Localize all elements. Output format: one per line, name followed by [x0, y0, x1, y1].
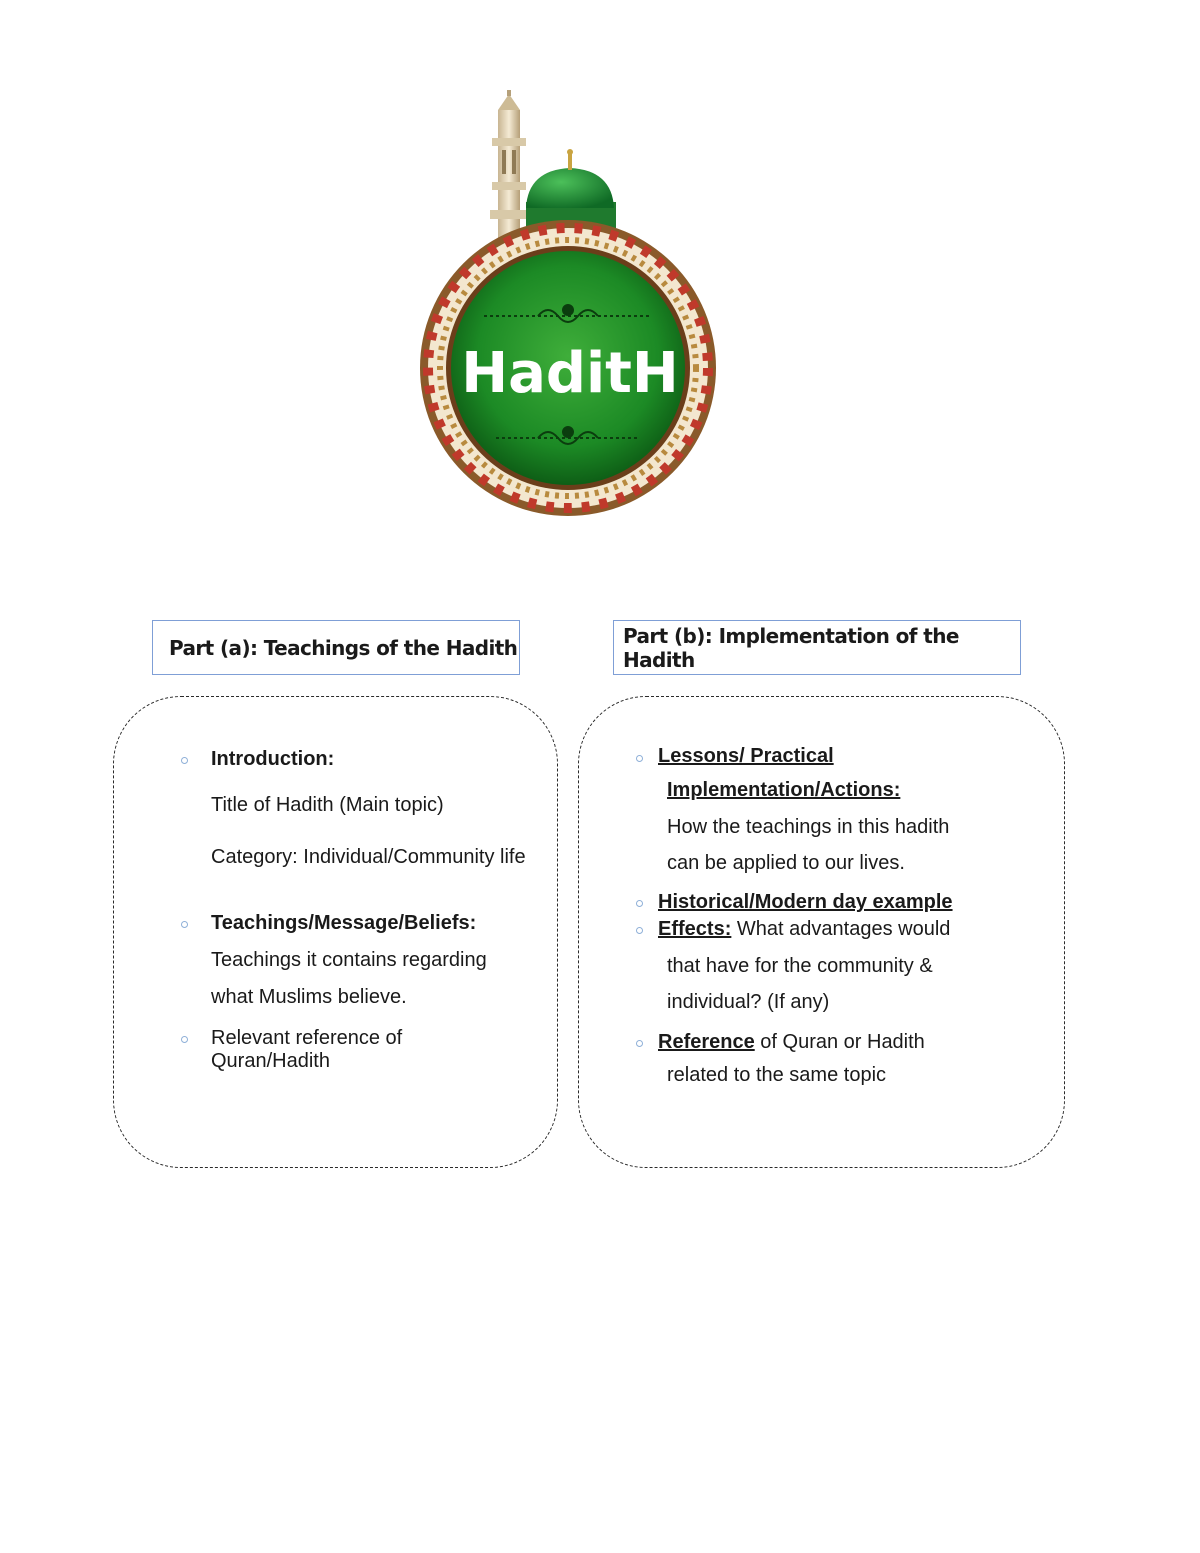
teachings-line: what Muslims believe. [211, 986, 407, 1008]
mosque-logo-graphic [418, 90, 728, 530]
effects-text: What advantages would [731, 918, 951, 940]
logo-title: HaditH [461, 341, 679, 406]
teachings-heading: Teachings/Message/Beliefs: [211, 912, 477, 934]
part-a-header [152, 620, 520, 675]
teachings-line: Teachings it contains regarding [211, 949, 487, 971]
bullet-icon [181, 921, 188, 928]
introduction-category-line: Category: Individual/Community life [211, 846, 526, 868]
bullet-icon [181, 1036, 188, 1043]
introduction-title-line: Title of Hadith (Main topic) [211, 794, 444, 816]
effects-line: individual? (If any) [667, 991, 830, 1013]
part-a-header-label: Part (a): Teachings of the Hadith [169, 635, 518, 660]
lessons-heading: Lessons/ Practical [658, 745, 834, 767]
bullet-icon [636, 900, 643, 907]
introduction-heading: Introduction: [211, 748, 335, 770]
bullet-icon [636, 927, 643, 934]
reference-line: related to the same topic [667, 1064, 887, 1086]
bullet-icon [636, 1040, 643, 1047]
reference-heading: Reference [658, 1031, 755, 1053]
minaret-icon [490, 90, 528, 250]
lessons-line: can be applied to our lives. [667, 852, 905, 874]
lessons-line: How the teachings in this hadith [667, 816, 950, 838]
bullet-icon [181, 757, 188, 764]
part-b-header-label: Part (b): Implementation of the Hadith [623, 623, 959, 672]
reference-line [658, 1030, 925, 1054]
effects-heading: Effects: [658, 918, 732, 940]
effects-line: that have for the community & [667, 955, 933, 977]
reference-text: of Quran or Hadith [754, 1031, 925, 1053]
hadith-logo [418, 90, 728, 530]
bullet-icon [636, 755, 643, 762]
effects-line [658, 917, 950, 941]
part-b-header [613, 620, 1021, 675]
reference-line: Quran/Hadith [211, 1050, 330, 1072]
historical-example-heading: Historical/Modern day example [658, 891, 953, 913]
reference-line: Relevant reference of [211, 1027, 403, 1049]
lessons-heading-continued: Implementation/Actions: [667, 779, 901, 801]
